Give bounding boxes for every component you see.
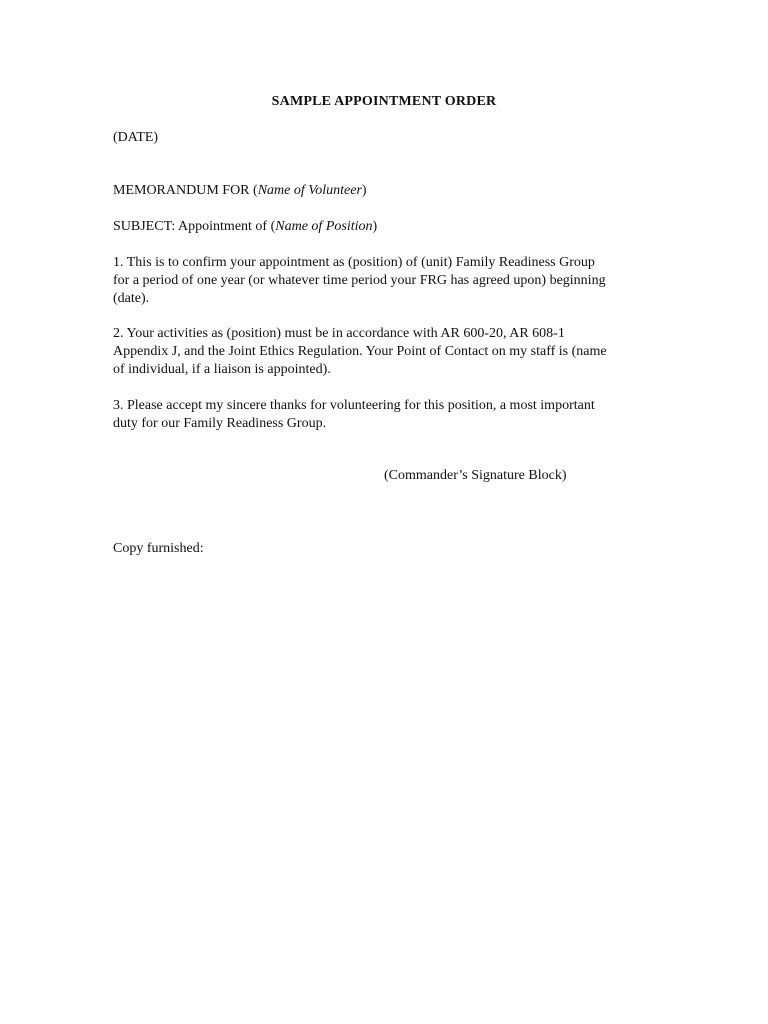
paragraph-2 (113, 325, 673, 379)
memorandum-line (113, 183, 367, 199)
copy-furnished: Copy furnished: (113, 541, 204, 556)
paragraph-2-line: Appendix J, and the Joint Ethics Regulation. Your Point of Contact on my staff is (name (113, 344, 607, 359)
paragraph-1-line: for a period of one year (or whatever time period your FRG has agreed upon) beginning (113, 273, 606, 288)
subject-line (113, 219, 377, 235)
paragraph-2-line: of individual, if a liaison is appointed). (113, 362, 331, 377)
document-title: SAMPLE APPOINTMENT ORDER (271, 94, 497, 109)
memorandum-suffix: ) (361, 183, 367, 198)
paragraph-1-line: (date). (113, 291, 150, 306)
memorandum-prefix: MEMORANDUM FOR ( (113, 183, 258, 198)
subject-suffix: ) (372, 219, 378, 234)
paragraph-3 (113, 397, 673, 433)
paragraph-2-line: 2. Your activities as (position) must be in accordance with AR 600-20, AR 608-1 (113, 326, 565, 341)
signature-block: (Commander’s Signature Block) (384, 468, 567, 483)
paragraph-1-line: 1. This is to confirm your appointment as (position) of (unit) Family Readiness Group (113, 255, 595, 270)
date-line: (DATE) (113, 130, 159, 145)
memorandum-volunteer-name: Name of Volunteer (257, 183, 362, 198)
paragraph-1 (113, 254, 673, 308)
paragraph-3-line: 3. Please accept my sincere thanks for volunteering for this position, a most important (113, 398, 595, 413)
subject-prefix: SUBJECT: Appointment of ( (113, 219, 276, 234)
subject-position-name: Name of Position (275, 219, 373, 234)
paragraph-3-line: duty for our Family Readiness Group. (113, 416, 327, 431)
